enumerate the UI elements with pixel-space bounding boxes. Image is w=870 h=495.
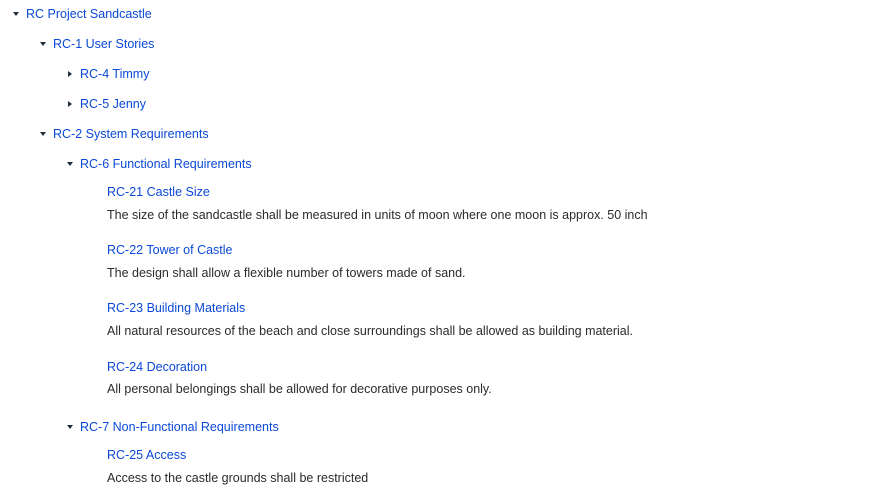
tree-node-label[interactable]: RC-6 Functional Requirements bbox=[80, 157, 252, 171]
requirement-title-rc-23[interactable]: RC-23 Building Materials bbox=[107, 301, 246, 315]
collapse-toggle-icon[interactable] bbox=[64, 418, 76, 436]
collapse-toggle-icon[interactable] bbox=[64, 155, 76, 173]
tree-node-label[interactable]: RC-2 System Requirements bbox=[53, 127, 209, 141]
tree-node-label[interactable]: RC-5 Jenny bbox=[80, 97, 146, 111]
tree-node-label[interactable]: RC-1 User Stories bbox=[53, 37, 155, 51]
requirement-description-rc-25: Access to the castle grounds shall be restricted bbox=[107, 471, 369, 485]
requirement-description-rc-21: The size of the sandcastle shall be measured in units of moon where one moon is approx. 50 inch bbox=[107, 208, 648, 222]
tree-node-label[interactable]: RC-7 Non-Functional Requirements bbox=[80, 420, 279, 434]
tree-node-label[interactable]: RC-4 Timmy bbox=[80, 67, 150, 81]
expand-toggle-icon[interactable] bbox=[64, 65, 76, 83]
requirement-description-rc-24: All personal belongings shall be allowed for decorative purposes only. bbox=[107, 382, 492, 396]
requirement-title-rc-25[interactable]: RC-25 Access bbox=[107, 448, 187, 462]
tree-node-label[interactable]: RC Project Sandcastle bbox=[26, 7, 152, 21]
collapse-toggle-icon[interactable] bbox=[37, 35, 49, 53]
collapse-toggle-icon[interactable] bbox=[37, 125, 49, 143]
collapse-toggle-icon[interactable] bbox=[10, 5, 22, 23]
requirement-description-rc-23: All natural resources of the beach and close surroundings shall be allowed as building material. bbox=[107, 324, 634, 338]
requirement-title-rc-22[interactable]: RC-22 Tower of Castle bbox=[107, 243, 233, 257]
requirement-description-rc-22: The design shall allow a flexible number of towers made of sand. bbox=[107, 266, 466, 280]
expand-toggle-icon[interactable] bbox=[64, 95, 76, 113]
requirement-title-rc-24[interactable]: RC-24 Decoration bbox=[107, 360, 208, 374]
requirement-title-rc-21[interactable]: RC-21 Castle Size bbox=[107, 185, 210, 199]
